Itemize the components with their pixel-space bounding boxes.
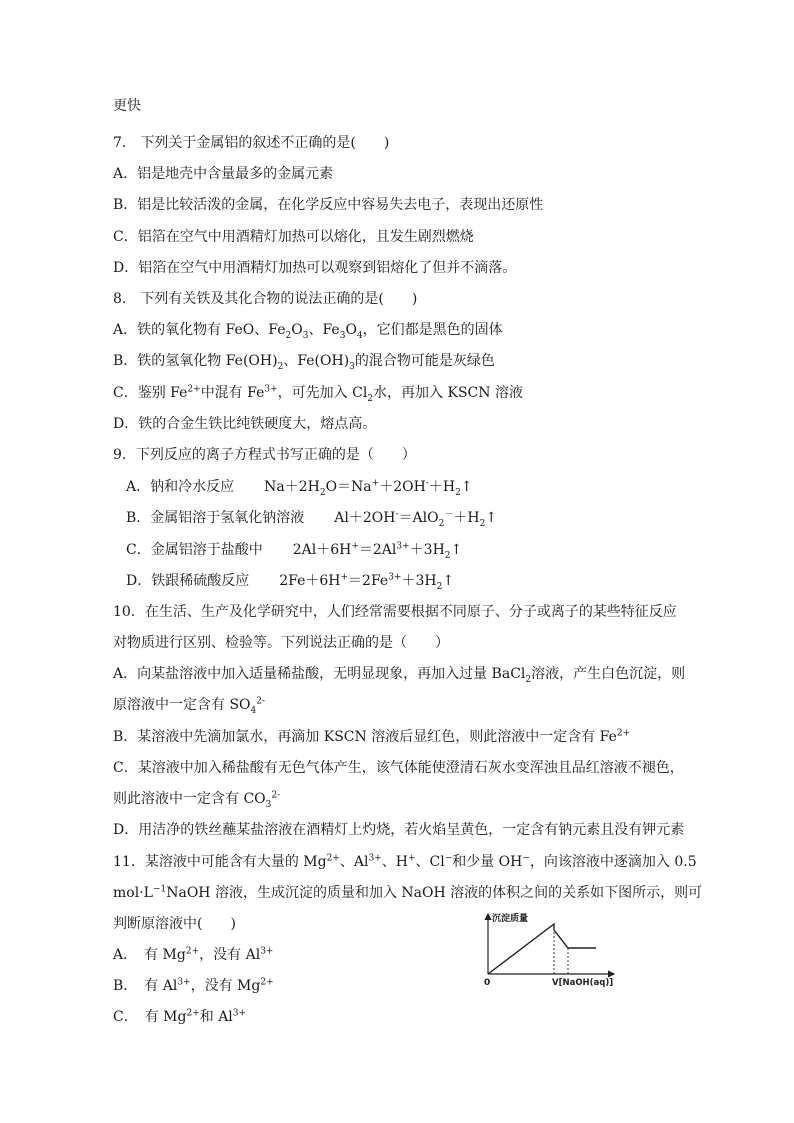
q11-option-b: B． 有 $Al^{3+}$，没有 $Mg^{2+}$ [113, 977, 274, 994]
q8-option-c: C．鉴别 $Fe^{2+}$中混有 $Fe^{3+}$，可先加入 $Cl_2$水，再加入 KSCN 溶液 [113, 384, 523, 404]
q7-option-b: B．铝是比较活泼的金属，在化学反应中容易失去电子，表现出还原性 [113, 197, 544, 213]
y-axis-label: 沉淀质量 [492, 914, 529, 924]
question-7-stem: 7． 下列关于金属铝的叙述不正确的是( ) [113, 135, 390, 151]
q10-option-c-line1: C．某溶液中加入稀盐酸有无色气体产生，该气体能使澄清石灰水变浑浊且品红溶液不褪色， [113, 760, 684, 776]
question-8-stem: 8． 下列有关铁及其化合物的说法正确的是( ) [113, 291, 418, 307]
question-10-stem-line1: 10．在生活、生产及化学研究中，人们经常需要根据不同原子、分子或离子的某些特征反应 [113, 604, 677, 620]
q11-option-c: C． 有 $Mg^{2+}$和 $Al^{3+}$ [113, 1008, 247, 1025]
q10-option-a-line2: 原溶液中一定含有 $SO_4^{2-}$ [113, 696, 266, 716]
q9-option-d: D．铁跟稀硫酸反应 $2Fe+6H^+=2Fe^{3+}+3H_2↑$ [126, 572, 455, 592]
origin-label: 0 [484, 978, 491, 988]
question-11-stem-line3: 判断原溶液中( ) [113, 916, 236, 932]
q7-option-c: C．铝箔在空气中用酒精灯加热可以熔化，且发生剧烈燃烧 [113, 229, 474, 245]
q9-option-a: A．钠和冷水反应 $Na+2H_2O=Na^++2OH^-+H_2↑$ [126, 478, 473, 498]
precipitate-mass-graph [478, 910, 618, 990]
question-9-stem: 9．下列反应的离子方程式书写正确的是（ ） [113, 447, 416, 463]
q7-option-a: A．铝是地壳中含量最多的金属元素 [113, 166, 334, 182]
question-11-stem-line2: $mol\cdot L^{-1}NaOH$ 溶液，生成沉淀的质量和加入 NaOH 溶液的体积之间的关系如下图所示，则可 [113, 884, 703, 901]
question-11-stem-line1: 11．某溶液中可能含有大量的 $Mg^{2+}$、$Al^{3+}$、H+、Cl−和少量 OH−，向该溶液中逐滴加入 0.5 [113, 853, 697, 870]
q10-option-b: B．某溶液中先滴加氯水，再滴加 KSCN 溶液后显红色，则此溶液中一定含有 $Fe^{2+}$ [113, 728, 631, 745]
q7-option-d: D．铝箔在空气中用酒精灯加热可以观察到铝熔化了但并不滴落。 [113, 260, 517, 276]
q9-option-b: B．金属铝溶于氢氧化钠溶液 $Al+2OH^-=AlO_2^-+H_2↑$ [126, 509, 498, 529]
x-axis-label: V[NaOH(aq)] [552, 978, 614, 988]
q10-option-d: D．用洁净的铁丝蘸某盐溶液在酒精灯上灼烧，若火焰呈黄色，一定含有钠元素且没有钾元素 [113, 822, 685, 838]
question-10-stem-line2: 对物质进行区别、检验等。下列说法正确的是（ ） [113, 635, 449, 651]
q8-option-b: B．铁的氢氧化物 $Fe(OH)_2$、$Fe(OH)_3$的混合物可能是灰绿色 [113, 353, 495, 372]
precipitate-curve [488, 924, 596, 974]
q9-option-c: C．金属铝溶于盐酸中 $2Al+6H^+=2Al^{3+}+3H_2↑$ [126, 541, 463, 561]
continuation-text: 更快 [113, 98, 141, 114]
q11-option-a: A． 有 $Mg^{2+}$，没有 $Al^{3+}$ [113, 946, 274, 963]
q10-option-c-line2: 则此溶液中一定含有 $CO_3^{2-}$ [113, 790, 281, 810]
q10-option-a-line1: A．向某盐溶液中加入适量稀盐酸，无明显现象，再加入过量 BaCl$_2$溶液，产生白色沉淀，则 [113, 666, 686, 685]
q8-option-d: D．铁的合金生铁比纯铁硬度大，熔点高。 [113, 416, 377, 432]
q8-option-a: A．铁的氧化物有 FeO、$Fe_2O_3$、$Fe_3O_4$，它们都是黑色的固体 [113, 322, 503, 341]
